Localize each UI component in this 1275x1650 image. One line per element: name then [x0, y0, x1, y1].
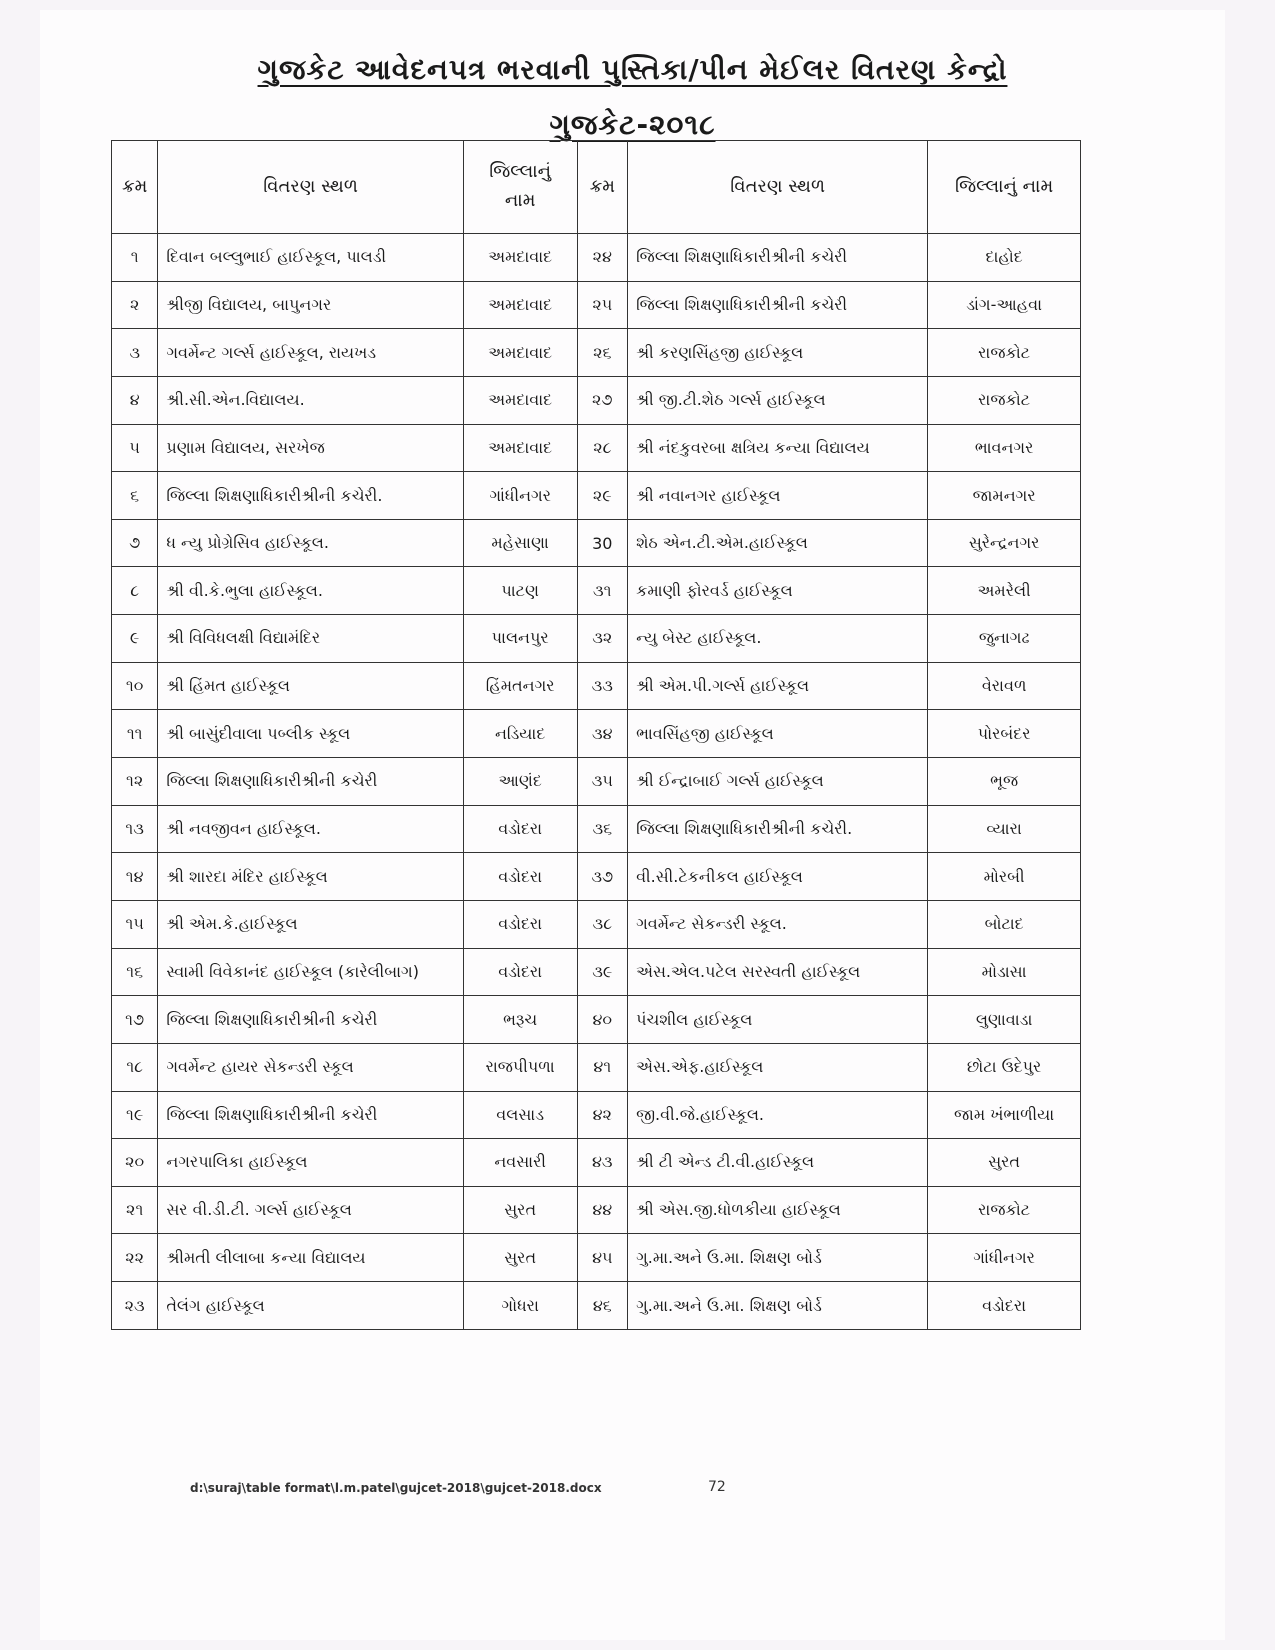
- row-num-right: ૪૦: [577, 996, 628, 1044]
- table-row: [112, 900, 1081, 948]
- row-place-left: શ્રી એમ.કે.હાઈસ્કૂલ: [158, 900, 463, 948]
- row-district-left: અમદાવાદ: [463, 329, 577, 377]
- row-district-right: બોટાદ: [928, 900, 1081, 948]
- row-place-left: શ્રી હિંમત હાઈસ્કૂલ: [158, 662, 463, 710]
- row-district-right: વેરાવળ: [928, 662, 1081, 710]
- row-num-left: ૪: [112, 376, 158, 424]
- table-header-row: [112, 141, 1081, 234]
- row-place-left: જિલ્લા શિક્ષણાધિકારીશ્રીની કચેરી: [158, 1091, 463, 1139]
- row-place-left: શ્રી શારદા મંદિર હાઈસ્કૂલ: [158, 853, 463, 901]
- row-num-left: ૩: [112, 329, 158, 377]
- row-place-right: શ્રી એસ.જી.ધોળકીયા હાઈસ્કૂલ: [628, 1186, 928, 1234]
- row-num-left: ૧૧: [112, 710, 158, 758]
- table-row: [112, 615, 1081, 663]
- row-district-right: જામનગર: [928, 472, 1081, 520]
- row-district-left: હિંમતનગર: [463, 662, 577, 710]
- row-place-right: ગુ.મા.અને ઉ.મા. શિક્ષણ બોર્ડ: [628, 1282, 928, 1330]
- row-district-right: જુનાગઢ: [928, 615, 1081, 663]
- document-subtitle: ગુજકેટ-૨૦૧૮: [549, 108, 716, 141]
- row-num-right: ૨૮: [577, 424, 628, 472]
- row-num-right: ૩૩: [577, 662, 628, 710]
- footer-page-number: 72: [708, 1479, 726, 1495]
- row-num-left: ૧૮: [112, 1043, 158, 1091]
- row-num-left: ૧૪: [112, 853, 158, 901]
- row-district-right: સુરેન્દ્રનગર: [928, 519, 1081, 567]
- header-district-left: જિલ્લાનું નામ: [463, 141, 577, 234]
- row-district-right: સુરત: [928, 1139, 1081, 1187]
- table-row: [112, 996, 1081, 1044]
- row-place-left: શ્રી બાસુંદીવાલા પબ્લીક સ્કૂલ: [158, 710, 463, 758]
- row-num-left: ૮: [112, 567, 158, 615]
- row-district-right: મોરબી: [928, 853, 1081, 901]
- row-district-right: ભૂજ: [928, 758, 1081, 806]
- row-district-left: મહેસાણા: [463, 519, 577, 567]
- row-place-right: વી.સી.ટેકનીકલ હાઈસ્કૂલ: [628, 853, 928, 901]
- row-place-right: શ્રી કરણસિંહજી હાઈસ્કૂલ: [628, 329, 928, 377]
- row-place-left: શ્રી નવજીવન હાઈસ્કૂલ.: [158, 805, 463, 853]
- row-district-right: વ્યારા: [928, 805, 1081, 853]
- row-place-right: શ્રી જી.ટી.શેઠ ગર્લ્સ હાઈસ્કૂલ: [628, 376, 928, 424]
- row-place-left: શ્રીજી વિદ્યાલય, બાપુનગર: [158, 281, 463, 329]
- row-num-left: ૧૦: [112, 662, 158, 710]
- row-num-right: ૪૨: [577, 1091, 628, 1139]
- row-place-left: શ્રી.સી.એન.વિદ્યાલય.: [158, 376, 463, 424]
- table-row: [112, 281, 1081, 329]
- table-row: [112, 519, 1081, 567]
- row-num-left: ૧૨: [112, 758, 158, 806]
- row-num-left: ૬: [112, 472, 158, 520]
- table-row: [112, 662, 1081, 710]
- row-district-right: મોડાસા: [928, 948, 1081, 996]
- header-district-right: જિલ્લાનું નામ: [928, 141, 1081, 234]
- row-district-right: રાજકોટ: [928, 329, 1081, 377]
- row-district-left: વડોદરા: [463, 948, 577, 996]
- row-place-right: શ્રી એમ.પી.ગર્લ્સ હાઈસ્કૂલ: [628, 662, 928, 710]
- row-num-left: ૧૩: [112, 805, 158, 853]
- row-num-right: ૪૩: [577, 1139, 628, 1187]
- row-district-left: વડોદરા: [463, 900, 577, 948]
- table-row: [112, 234, 1081, 282]
- row-num-right: ૩૫: [577, 758, 628, 806]
- row-num-right: 30: [577, 519, 628, 567]
- row-place-left: શ્રી વિવિધલક્ષી વિદ્યામંદિર: [158, 615, 463, 663]
- table-row: [112, 567, 1081, 615]
- table-row: [112, 853, 1081, 901]
- header-num-left: ક્રમ: [112, 141, 158, 234]
- row-num-right: ૨૯: [577, 472, 628, 520]
- table-row: [112, 1091, 1081, 1139]
- row-district-left: વલસાડ: [463, 1091, 577, 1139]
- row-num-right: ૨૭: [577, 376, 628, 424]
- row-district-left: ગોધરા: [463, 1282, 577, 1330]
- row-num-right: ૩૯: [577, 948, 628, 996]
- row-num-right: ૪૫: [577, 1234, 628, 1282]
- row-district-right: ગાંધીનગર: [928, 1234, 1081, 1282]
- row-district-right: અમરેલી: [928, 567, 1081, 615]
- distribution-centers-table: [111, 140, 1081, 1330]
- table-row: [112, 424, 1081, 472]
- table-row: [112, 1043, 1081, 1091]
- row-place-right: પંચશીલ હાઈસ્કૂલ: [628, 996, 928, 1044]
- row-place-right: ભાવસિંહજી હાઈસ્કૂલ: [628, 710, 928, 758]
- row-num-right: ૪૬: [577, 1282, 628, 1330]
- row-num-left: ૨૨: [112, 1234, 158, 1282]
- row-place-left: શ્રી વી.કે.ભુલા હાઈસ્કૂલ.: [158, 567, 463, 615]
- row-num-right: ૩૨: [577, 615, 628, 663]
- row-district-right: લુણાવાડા: [928, 996, 1081, 1044]
- row-place-right: શ્રી નવાનગર હાઈસ્કૂલ: [628, 472, 928, 520]
- row-place-left: સ્વામી વિવેકાનંદ હાઈસ્કૂલ (કારેલીબાગ): [158, 948, 463, 996]
- row-place-right: કમાણી ફોરવર્ડ હાઈસ્કૂલ: [628, 567, 928, 615]
- row-place-left: દિવાન બલ્લુભાઈ હાઈસ્કૂલ, પાલડી: [158, 234, 463, 282]
- row-num-left: ૫: [112, 424, 158, 472]
- row-place-right: જી.વી.જે.હાઈસ્કૂલ.: [628, 1091, 928, 1139]
- header-place-left: વિતરણ સ્થળ: [158, 141, 463, 234]
- row-num-right: ૨૪: [577, 234, 628, 282]
- table-row: [112, 805, 1081, 853]
- table-row: [112, 758, 1081, 806]
- row-district-right: દાહોદ: [928, 234, 1081, 282]
- row-num-right: ૩૪: [577, 710, 628, 758]
- table-row: [112, 1234, 1081, 1282]
- footer-file-path: d:\suraj\table format\l.m.patel\gujcet-2018\gujcet-2018.docx: [190, 1481, 602, 1495]
- table-row: [112, 1186, 1081, 1234]
- row-district-left: ભરૂચ: [463, 996, 577, 1044]
- row-district-right: જામ ખંભાળીયા: [928, 1091, 1081, 1139]
- row-num-left: ૯: [112, 615, 158, 663]
- row-district-right: ભાવનગર: [928, 424, 1081, 472]
- row-place-left: જિલ્લા શિક્ષણાધિકારીશ્રીની કચેરી: [158, 996, 463, 1044]
- row-place-right: એસ.એલ.પટેલ સરસ્વતી હાઈસ્કૂલ: [628, 948, 928, 996]
- table-row: [112, 472, 1081, 520]
- header-place-right: વિતરણ સ્થળ: [628, 141, 928, 234]
- table-row: [112, 1139, 1081, 1187]
- row-district-right: છોટા ઉદેપુર: [928, 1043, 1081, 1091]
- row-place-left: ગવર્મેન્ટ હાયર સેકન્ડરી સ્કૂલ: [158, 1043, 463, 1091]
- table-row: [112, 710, 1081, 758]
- row-num-left: ૧૭: [112, 996, 158, 1044]
- row-place-left: નગરપાલિકા હાઈસ્કૂલ: [158, 1139, 463, 1187]
- row-num-right: ૪૧: [577, 1043, 628, 1091]
- row-num-left: ૨૩: [112, 1282, 158, 1330]
- row-district-right: રાજકોટ: [928, 376, 1081, 424]
- row-district-left: વડોદરા: [463, 805, 577, 853]
- row-district-left: આણંદ: [463, 758, 577, 806]
- row-place-right: જિલ્લા શિક્ષણાધિકારીશ્રીની કચેરી.: [628, 805, 928, 853]
- row-district-left: નવસારી: [463, 1139, 577, 1187]
- table-row: [112, 329, 1081, 377]
- row-district-left: અમદાવાદ: [463, 424, 577, 472]
- table-row: [112, 948, 1081, 996]
- row-district-left: સુરત: [463, 1234, 577, 1282]
- row-place-left: સર વી.ડી.ટી. ગર્લ્સ હાઈસ્કૂલ: [158, 1186, 463, 1234]
- row-place-right: શ્રી ઈન્દ્રાબાઈ ગર્લ્સ હાઈસ્કૂલ: [628, 758, 928, 806]
- row-place-left: શ્રીમતી લીલાબા કન્યા વિદ્યાલય: [158, 1234, 463, 1282]
- row-place-left: ગવર્મેન્ટ ગર્લ્સ હાઈસ્કૂલ, રાયખડ: [158, 329, 463, 377]
- row-district-left: વડોદરા: [463, 853, 577, 901]
- row-num-right: ૩૧: [577, 567, 628, 615]
- row-num-left: ૨૧: [112, 1186, 158, 1234]
- document-title: ગુજકેટ આવેદનપત્ર ભરવાની પુસ્તિકા/પીન મેઈલર વિતરણ કેન્દ્રો: [257, 53, 1008, 86]
- row-num-left: ૨૦: [112, 1139, 158, 1187]
- row-district-left: સુરત: [463, 1186, 577, 1234]
- row-district-right: વડોદરા: [928, 1282, 1081, 1330]
- row-district-left: નડિયાદ: [463, 710, 577, 758]
- row-place-right: શ્રી ટી એન્ડ ટી.વી.હાઈસ્કૂલ: [628, 1139, 928, 1187]
- row-district-left: અમદાવાદ: [463, 281, 577, 329]
- row-place-right: જિલ્લા શિક્ષણાધિકારીશ્રીની કચેરી: [628, 281, 928, 329]
- row-num-left: ૨: [112, 281, 158, 329]
- row-place-right: જિલ્લા શિક્ષણાધિકારીશ્રીની કચેરી: [628, 234, 928, 282]
- row-num-right: ૪૪: [577, 1186, 628, 1234]
- header-num-right: ક્રમ: [577, 141, 628, 234]
- table-row: [112, 1282, 1081, 1330]
- row-district-left: રાજપીપળા: [463, 1043, 577, 1091]
- row-place-right: ગુ.મા.અને ઉ.મા. શિક્ષણ બોર્ડ: [628, 1234, 928, 1282]
- row-place-right: ન્યુ બેસ્ટ હાઈસ્કૂલ.: [628, 615, 928, 663]
- row-num-left: ૧૬: [112, 948, 158, 996]
- row-district-left: પાલનપુર: [463, 615, 577, 663]
- row-num-right: ૩૮: [577, 900, 628, 948]
- row-num-right: ૨૫: [577, 281, 628, 329]
- row-place-left: જિલ્લા શિક્ષણાધિકારીશ્રીની કચેરી: [158, 758, 463, 806]
- row-place-left: ધ ન્યુ પ્રોગ્રેસિવ હાઈસ્કૂલ.: [158, 519, 463, 567]
- row-district-left: અમદાવાદ: [463, 234, 577, 282]
- row-district-right: ડાંગ-આહવા: [928, 281, 1081, 329]
- row-num-right: ૩૭: [577, 853, 628, 901]
- row-district-right: પોરબંદર: [928, 710, 1081, 758]
- row-district-left: અમદાવાદ: [463, 376, 577, 424]
- row-num-left: ૭: [112, 519, 158, 567]
- row-district-right: રાજકોટ: [928, 1186, 1081, 1234]
- row-place-right: શ્રી નંદકુવરબા ક્ષત્રિય કન્યા વિદ્યાલય: [628, 424, 928, 472]
- row-district-left: ગાંધીનગર: [463, 472, 577, 520]
- row-num-right: ૩૬: [577, 805, 628, 853]
- row-num-left: ૧૯: [112, 1091, 158, 1139]
- row-place-left: જિલ્લા શિક્ષણાધિકારીશ્રીની કચેરી.: [158, 472, 463, 520]
- row-num-right: ૨૬: [577, 329, 628, 377]
- row-district-left: પાટણ: [463, 567, 577, 615]
- row-place-right: શેઠ એન.ટી.એમ.હાઈસ્કૂલ: [628, 519, 928, 567]
- row-place-left: પ્રણામ વિદ્યાલય, સરખેજ: [158, 424, 463, 472]
- row-num-left: ૧૫: [112, 900, 158, 948]
- table-body: [112, 234, 1081, 1330]
- row-place-right: એસ.એફ.હાઈસ્કૂલ: [628, 1043, 928, 1091]
- table-row: [112, 376, 1081, 424]
- row-place-left: તેલંગ હાઈસ્કૂલ: [158, 1282, 463, 1330]
- row-place-right: ગવર્મેન્ટ સેકન્ડરી સ્કૂલ.: [628, 900, 928, 948]
- row-num-left: ૧: [112, 234, 158, 282]
